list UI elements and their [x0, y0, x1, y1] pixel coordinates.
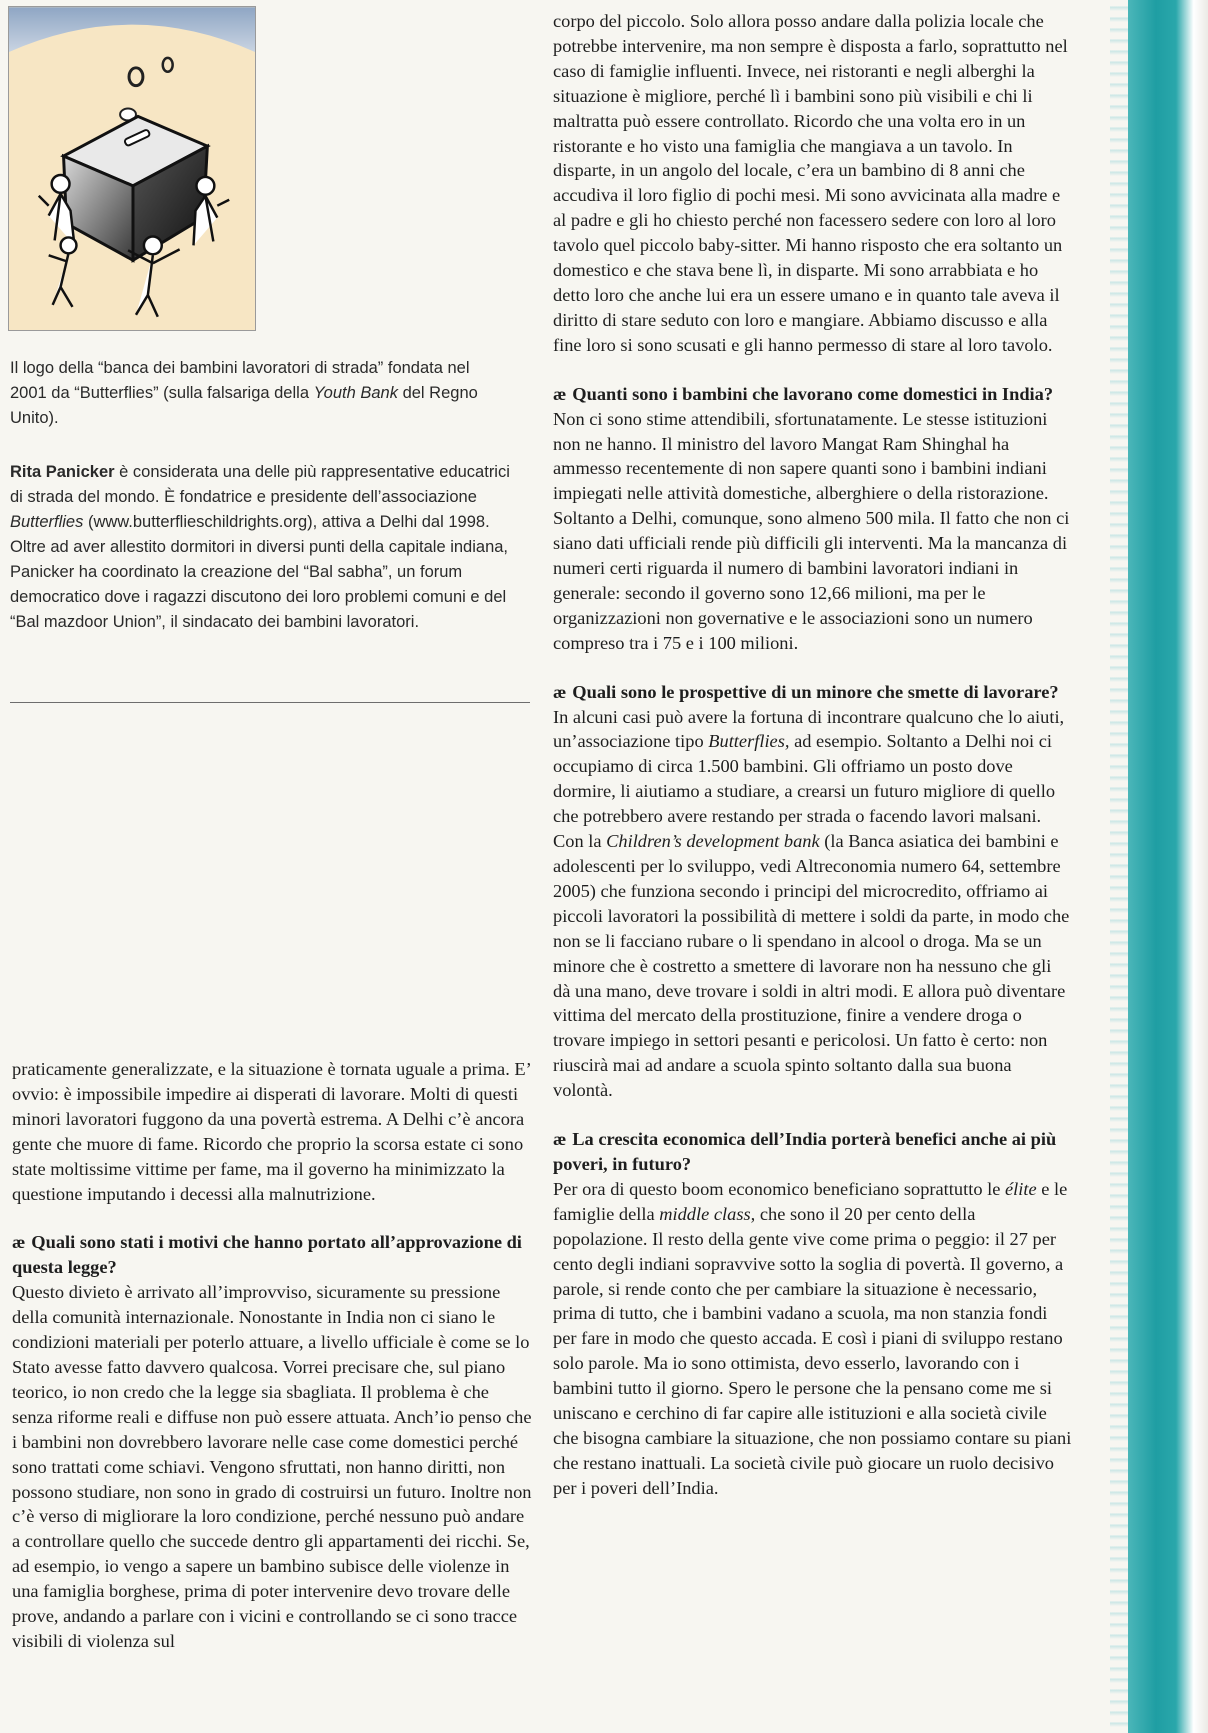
caption-youth-bank: Youth Bank — [313, 384, 398, 402]
answer-text: (la Banca asiatica dei bambini e adolescenti per lo sviluppo, vedi Altreconomia numero 64, settembre 2005) che funziona secondo i principi del microcredito, offriamo ai piccoli lavoratori la possibilità di mettere i soldi da parte, in modo che non se li facciano rubare o li spendano in alcool o droga. Ma se un minore che è costretto a smettere di lavorare non ha nessuno che gli dà una mano, deve trovare i soldi in altri modi. E allora può diventare vittima del mercato della prostituzione, finire a vendere droga o trovare impiego in settori pesanti e pericolosi. Un fatto è certo: non riuscirà mai ad andare a scuola spinto soltanto dalla sua buona volontà. — [553, 831, 1070, 1101]
figure-caption — [10, 356, 490, 431]
question-text: Quali sono le prospettive di un minore che smette di lavorare? — [572, 681, 1059, 702]
answer-paragraph: Non ci sono stime attendibili, sfortunatamente. Le stesse istituzioni non ne hanno. Il ministro del lavoro Mangat Ram Shinghal ha ammesso recentemente di non sapere quanti sono i bambini indiani impiegati nelle attività domestiche, alberghiere o della ristorazione. Soltanto a Delhi, comunque, sono almeno 500 mila. Il fatto che non ci siano dati ufficiali rende più difficili gli interventi. Ma la mancanza di numeri certi riguarda il numero di bambini lavoratori indiani in generale: secondo il governo sono 12,66 milioni, ma per le organizzazioni non governative e le associazioni sono un numero compreso tra i 75 e i 100 milioni. — [553, 408, 1070, 653]
question-text: Quanti sono i bambini che lavorano come domestici in India? — [572, 383, 1054, 404]
teal-accent-strip — [1128, 0, 1208, 1733]
question-heading — [553, 382, 1073, 407]
right-column — [553, 9, 1073, 1501]
question-marker-icon: æ — [12, 1232, 24, 1253]
question-text: Quali sono stati i motivi che hanno portato all’approvazione di questa legge? — [12, 1232, 522, 1278]
paragraph: praticamente generalizzate, e la situazione è tornata uguale a prima. E’ ovvio: è impossibile impedire ai disperati di lavorare. Molti di questi minori lavoratori fuggono da una povertà estrema. A Delhi c’è ancora gente che muore di fame. Ricordo che proprio la scorsa estate ci sono state moltissime vittime per fame, ma il governo ha minimizzato la questione imputando i decessi alla malnutrizione. — [12, 1059, 531, 1204]
question-marker-icon: æ — [553, 1129, 565, 1150]
answer-italic: élite — [1004, 1178, 1037, 1199]
children-lifting-cube-icon — [9, 7, 255, 330]
question-text: La crescita economica dell’India porterà benefici anche ai più poveri, in futuro? — [553, 1129, 1057, 1174]
caption-text-end: del Regno Unito). — [10, 384, 478, 427]
bank-logo-figure — [8, 6, 256, 331]
author-bio — [10, 460, 520, 635]
answer-text: e le famiglie della — [553, 1178, 1068, 1224]
bio-text-end: (www.butterflieschildrights.org), attiva a Delhi dal 1998. Oltre ad aver allestito dormitori in diversi punti della capitale indiana, Panicker ha coordinato la creazione del “Bal sabha”, un forum democratico dove i ragazzi discutono dei loro problemi comuni e del “Bal mazdoor Union”, il sindacato dei bambini lavoratori. — [10, 513, 509, 631]
question-marker-icon: æ — [553, 383, 565, 404]
answer-text: In alcuni casi può avere la fortuna di incontrare qualcuno che lo aiuti, un’associazione tipo — [553, 706, 1065, 752]
divider — [10, 702, 530, 703]
bio-name: Rita Panicker — [10, 463, 115, 481]
question-heading — [12, 1230, 532, 1280]
bio-org: Butterflies — [10, 513, 84, 531]
answer-italic: Butterflies, — [708, 731, 790, 752]
bio-text: è considerata una delle più rappresentative educatrici di strada del mondo. È fondatrice e presidente dell’associazione — [10, 463, 510, 506]
question-marker-icon: æ — [553, 681, 565, 702]
left-column — [12, 1057, 532, 1654]
answer-text: che sono il 20 per cento della popolazione. Il resto della gente vive come prima o peggio: il 27 per cento degli indiani sopravvive sotto la soglia di povertà. Il governo, a parole, si rende conto che per cambiare la situazione è necessario, prima di tutto, che i bambini vadano a scuola, ma non stanzia fondi per fare in modo che questo accada. E così i piani di sviluppo restano solo parole. Ma io sono ottimista, devo esserlo, lavorando con i bambini tutto il giorno. Spero le persone che la pensano come me si uniscano e cerchino di far capire alle istituzioni e alla società civile che bisogna cambiare la situazione, che non possiamo contare su piani che restano inattuali. La società civile può giocare un ruolo decisivo per i poveri dell’India. — [553, 1203, 1072, 1498]
answer-text: Per ora di questo boom economico beneficiano soprattutto le — [553, 1178, 1005, 1199]
question-heading — [553, 1127, 1073, 1177]
answer-italic: middle class, — [659, 1203, 756, 1224]
answer-paragraph — [553, 1177, 1073, 1501]
paragraph: corpo del piccolo. Solo allora posso andare dalla polizia locale che potrebbe intervenire, ma non sempre è disposta a farlo, soprattutto nel caso di famiglie influenti. Invece, nei ristoranti e negli alberghi la situazione è migliore, perché lì i bambini sono più visibili e chi li maltratta può essere controllato. Ricordo che una volta ero in un ristorante e ho visto una famiglia che mangiava a un tavolo. In disparte, in un angolo del locale, c’era un bambino di 8 anni che accudiva il loro figlio di pochi mesi. Mi sono avvicinata alla madre e al padre e gli ho chiesto perché non facessero sedere con loro al loro tavolo quel piccolo baby-sitter. Mi hanno risposto che era soltanto un domestico e che stava bene lì, in disparte. Mi sono arrabbiata e ho detto loro che anche lui era un essere umano e in quanto tale aveva il diritto di stare seduto con loro e mangiare. Abbiamo discusso e alla fine loro si sono scusati e gli hanno permesso di stare al loro tavolo. — [553, 11, 1068, 355]
caption-text: Il logo della “banca dei bambini lavoratori di strada” fondata nel 2001 da “Butterflies” (sulla falsariga della — [10, 359, 470, 402]
question-heading — [553, 680, 1073, 705]
answer-italic: Children’s development bank — [606, 831, 820, 852]
answer-text: ad esempio. Soltanto a Delhi noi ci occupiamo di circa 1.500 bambini. Gli offriamo un posto dove dormire, li aiutiamo a studiare, a crearsi un futuro migliore di quello che potrebbero avere restando per strada o facendo lavori malsani. Con la — [553, 731, 1056, 852]
answer-paragraph: Questo divieto è arrivato all’improvviso, sicuramente su pressione della comunità internazionale. Nonostante in India non ci siano le condizioni materiali per poterlo attuare, a livello ufficiale è come se lo Stato avesse fatto davvero qualcosa. Vorrei precisare che, sul piano teorico, io non credo che la legge sia sbagliata. Il problema è che senza riforme reali e diffuse non può essere attuata. Anch’io penso che i bambini non dovrebbero lavorare nelle case come domestici perché sono trattati come schiavi. Vengono sfruttati, non hanno diritti, non possono studiare, non sono in grado di costruirsi un futuro. Inoltre non c’è verso di migliorare la loro condizione, perché nessuno può andare a controllare quello che succede dentro gli appartamenti dei ricchi. Se, ad esempio, io vengo a sapere un bambino subisce delle violenze in una famiglia borghese, prima di poter intervenire devo trovare delle prove, andando a parlare con i vicini e controllando se ci sono tracce visibili di violenza sul — [12, 1282, 532, 1651]
answer-paragraph — [553, 705, 1073, 1104]
